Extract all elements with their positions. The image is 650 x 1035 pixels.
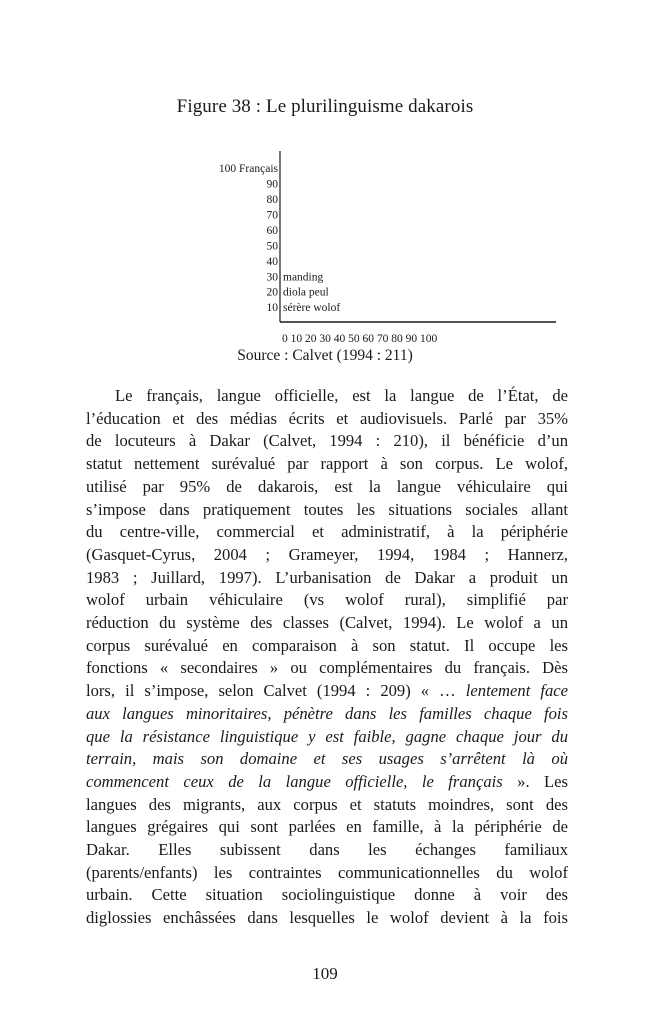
language-label: sérère wolof: [283, 302, 341, 315]
body-line: (parents/enfants) les contraintes communicationnelles du wolof: [86, 862, 568, 882]
body-line: Dakar. Elles subissent dans les échanges familiaux: [86, 840, 568, 860]
body-line: réduction du système des classes (Calvet, 1994). Le wolof a un: [86, 613, 568, 633]
y-tick-label: 20: [266, 286, 278, 299]
body-line: 1983 ; Juillard, 1997). L’urbanisation de Dakar a produit un: [86, 567, 568, 587]
body-line: fonctions « secondaires » ou complémentaires du français. Dès: [86, 658, 568, 678]
y-tick-label: 90: [266, 178, 278, 191]
page-number: 109: [312, 964, 338, 983]
quote-line-italic: aux langues minoritaires, pénètre dans les familles chaque fois: [86, 703, 568, 723]
body-line-mixed: [86, 771, 568, 794]
y-tick-label: 30: [266, 271, 278, 284]
y-tick-label: 100 Français: [218, 163, 278, 175]
body-line: utilisé par 95% de dakarois, est la langue véhiculaire qui: [86, 476, 568, 496]
quote-close-roman: ». Les: [502, 771, 568, 791]
y-tick-label: 60: [266, 224, 278, 237]
quote-line-italic: terrain, mais son domaine et ses usages s’arrêtent là où: [86, 749, 568, 769]
plurilinguisme-chart: [0, 0, 650, 360]
body-line: urbain. Cette situation sociolinguistique donne à voir des: [86, 885, 568, 905]
language-entries: [283, 271, 340, 314]
body-line-mixed: [86, 680, 568, 703]
y-axis-ticks: [219, 163, 279, 314]
body-paragraph: [86, 385, 568, 930]
body-line: diglossies enchâssées dans lesquelles le wolof devient à la fois: [86, 908, 568, 928]
language-label: diola peul: [283, 286, 329, 299]
body-line: Le français, langue officielle, est la langue de l’État, de: [115, 386, 568, 405]
body-line: langues grégaires qui sont parlées en famille, à la périphérie de: [86, 817, 568, 837]
y-tick-label: 70: [266, 209, 278, 222]
language-label: manding: [283, 271, 324, 284]
y-tick-label: 40: [266, 255, 278, 268]
body-line: wolof urbain véhiculaire (vs wolof rural), simplifié par: [86, 590, 568, 610]
figure-source: Source : Calvet (1994 : 211): [237, 347, 413, 364]
y-tick-label: 50: [266, 240, 278, 253]
body-line: l’éducation et des médias écrits et audiovisuels. Parlé par 35%: [86, 408, 568, 428]
quote-start-italic: lentement face: [465, 681, 568, 701]
body-line: du centre-ville, commercial et administratif, à la périphérie: [86, 522, 568, 542]
body-line: s’impose dans pratiquement toutes les situations sociales allant: [86, 499, 568, 519]
body-line: langues des migrants, aux corpus et statuts moindres, sont des: [86, 794, 568, 814]
body-line: statut nettement surévalué par rapport à son corpus. Le wolof,: [86, 454, 568, 474]
figure-title: Figure 38 : Le plurilinguisme dakarois: [176, 96, 474, 117]
body-line: corpus surévalué en comparaison à son statut. Il occupe les: [86, 635, 568, 655]
y-tick-label: 80: [266, 193, 278, 206]
body-line-roman: lors, il s’impose, selon Calvet (1994 : 209) « …: [86, 681, 466, 701]
body-line: (Gasquet-Cyrus, 2004 ; Grameyer, 1994, 1984 ; Hannerz,: [86, 544, 568, 564]
quote-line-italic: que la résistance linguistique y est faible, gagne chaque jour du: [86, 726, 568, 746]
quote-end-italic: commencent ceux de la langue officielle, le français: [86, 771, 503, 791]
y-tick-label: 10: [266, 302, 278, 315]
body-line: de locuteurs à Dakar (Calvet, 1994 : 210), il bénéficie d’un: [86, 431, 568, 451]
x-axis-tick-labels: 0 10 20 30 40 50 60 70 80 90 100: [282, 333, 438, 345]
